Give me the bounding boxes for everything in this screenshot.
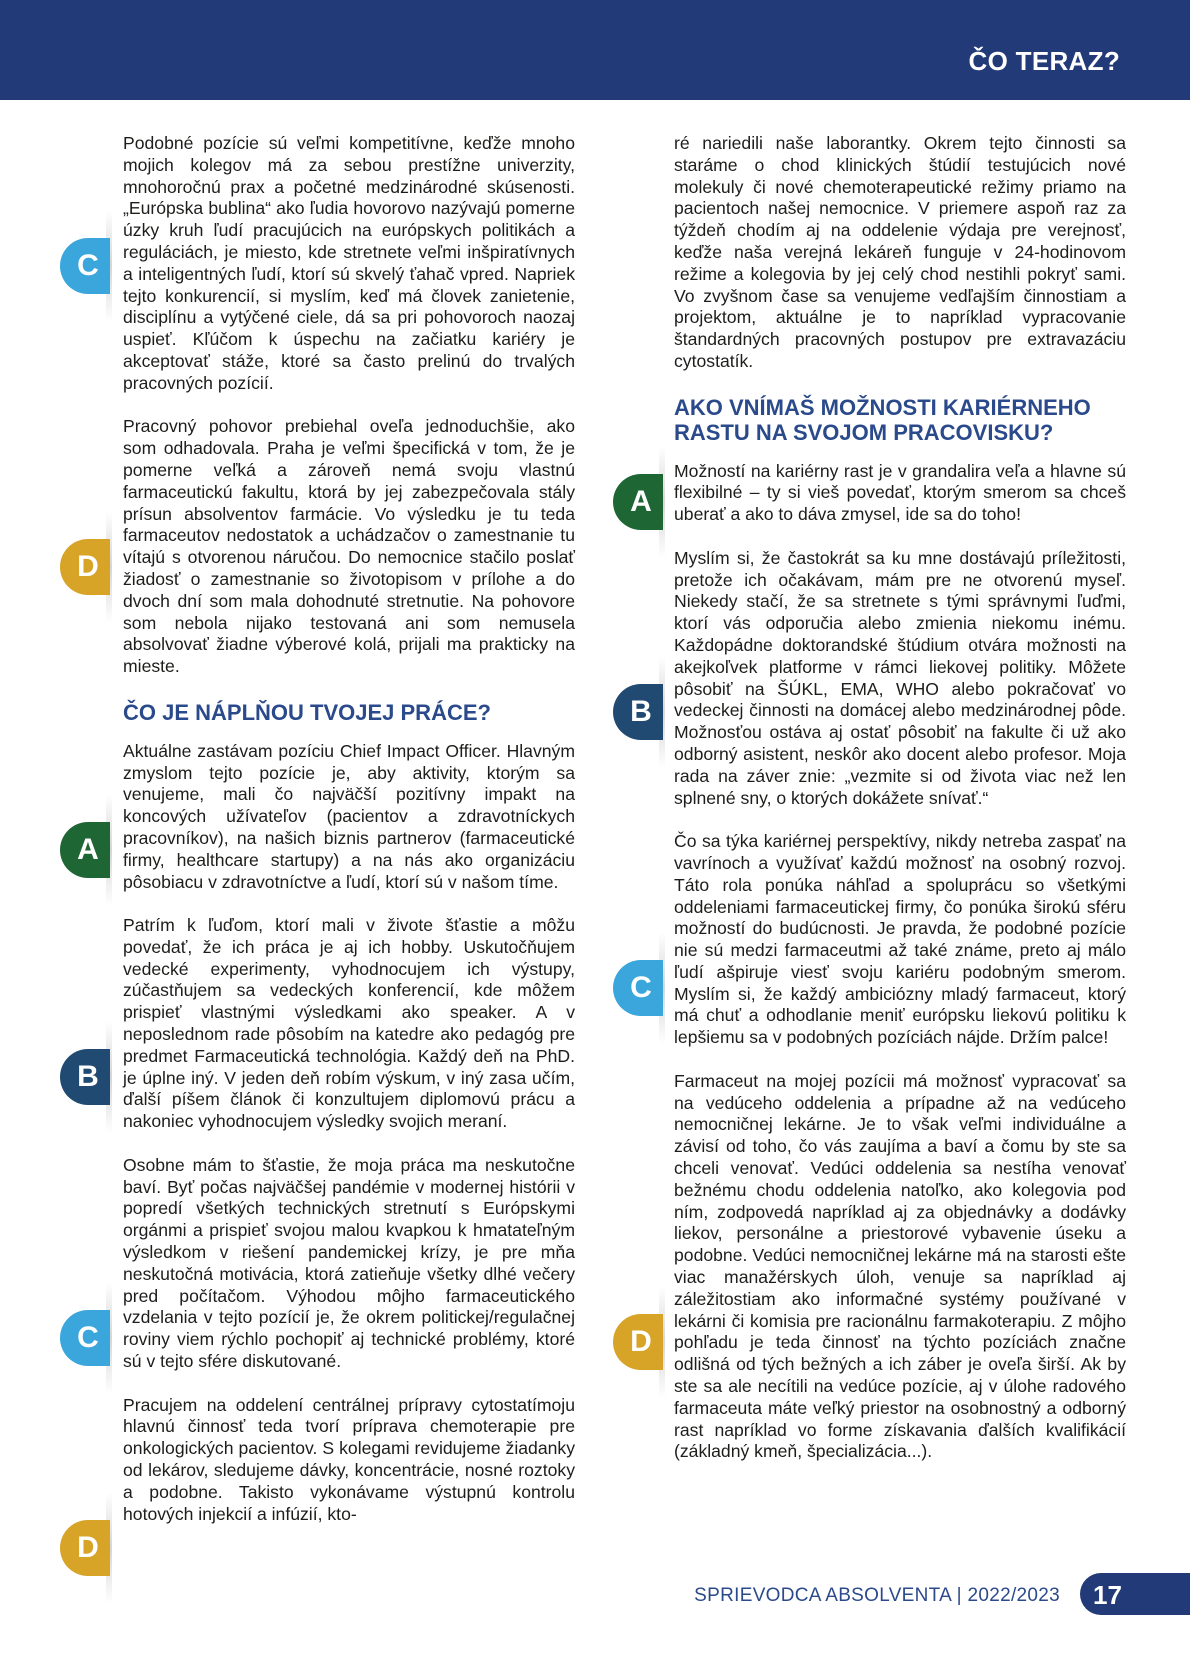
answer-paragraph-d: Farmaceut na mojej pozícii má možnosť vypracovať sa na vedúceho oddelenia a prípadne až na vedúceho nemocničnej lekárne. Je to však veľmi individuálne a závisí od toho, čo vás zaujíma a baví a čomu by ste sa chceli venovať. Vedúci oddelenia sa nestíha venovať bežnému chodu oddelenia natoľko, ako kolegovia pod ním, zodpovedá napríklad aj za objednávky a dodávky liekov, personálne a priestorové vybavenie úseku a podobne. Vedúci nemocničnej lekárne má na starosti ešte viac manažérskych úloh, venuje sa napríklad aj záležitostiam ako informačné systémy používané v lekárni či komisia pre racionálnu farmakoterapiu. Z môjho pohľadu je teda činnosť na týchto pozíciách značne odlišná od tých bežných a ich záber je oveľa širší. Ak by ste sa ale necítili na vedúce pozície, aj v úlohe radového farmaceuta máte veľký priestor na osobnostný a odborný rast napríklad vo forme získavania ďalších kvalifikácií (základný kmeň, špecializácia...). — [674, 1070, 1126, 1462]
respondent-badge-c — [613, 960, 663, 1016]
respondent-badge-b — [60, 1049, 110, 1105]
badge-letter: C — [60, 1310, 110, 1366]
respondent-badge-d — [60, 539, 110, 595]
badge-letter: A — [613, 474, 663, 530]
page-number: 17 — [1093, 1580, 1122, 1610]
answer-paragraph-d: Pracovný pohovor prebiehal oveľa jednoduchšie, ako som odhadovala. Praha je veľmi špecifická v tom, že je pomerne veľká a zároveň nemá svoju vlastnú farmaceutickú fakultu, ktorá by jej zabezpečovala stály prísun absolventov farmácie. Vo výsledku je tu teda farmaceutov nedostatok a uchádzačov o zamestnanie tu vítajú s otvorenou náručou. Do nemocnice stačilo poslať žiadosť o zamestnanie so životopisom v prílohe a do dvoch dní som mala dohodnuté stretnutie. Na pohovore som nebola nijako testovaná ani som nemusela absolvovať žiadne výberové kolá, prijali ma prakticky na mieste. — [123, 416, 575, 677]
badge-letter: C — [613, 960, 663, 1016]
answer-paragraph-b: Myslím si, že častokrát sa ku mne dostávajú príležitosti, pretože ich očakávam, mám pre ne otvorenú myseľ. Niekedy stačí, že sa stretnete s tými správnymi ľuďmi, ktorí vás odporučia alebo zmienia niekomu inému. Každopádne doktorandské štúdium otvára možnosti na akejkoľvek platforme v rámci liekovej politiky. Môžete pôsobiť na ŠÚKL, EMA, WHO alebo pokračovať vo vedeckej činnosti na domácej alebo medzinárodnej pôde. Možnosťou ostáva aj ostať pôsobiť na fakulte či už ako odborný asistent, neskôr ako docent alebo profesor. Moja rada na záver znie: „vezmite si od života viac než len splnené sny, o ktorých dokážete snívať.“ — [674, 547, 1126, 808]
respondent-badge-c — [60, 238, 110, 294]
respondent-badge-d — [60, 1520, 110, 1576]
badge-letter: C — [60, 238, 110, 294]
answer-paragraph-a: Možností na kariérny rast je v grandalira veľa a hlavne sú flexibilné – ty si vieš povedať, ktorým smerom sa chceš uberať a ako to dáva zmysel, ide sa do toho! — [674, 460, 1126, 525]
badge-letter: A — [60, 822, 110, 878]
section-title: ČO TERAZ? — [968, 46, 1120, 76]
answer-paragraph-d: Pracujem na oddelení centrálnej prípravy cytostatímoju hlavnú činnosť teda tvorí príprava chemoterapie pre onkologických pacientov. S kolegami revidujeme žiadanky od lekárov, sledujeme dávky, koncentrácie, nosné roztoky a podobne. Takisto vykonávame výstupnú kontrolu hotových injekcií a infúzií, kto- — [123, 1394, 575, 1524]
question-heading: ČO JE NÁPLŇOU TVOJEJ PRÁCE? — [123, 699, 491, 725]
answer-paragraph-c: Osobne mám to šťastie, že moja práca ma neskutočne baví. Byť počas najväčšej pandémie v modernej histórii v popredí všetkých technických stretnutí s Európskymi orgánmi a prispieť svojou malou kvapkou k hmatateľným výsledkom v riešení pandemickej krízy, je pre mňa neskutočná motivácia, ktorá zatieňuje všetky dlhé večery pred počítačom. Výhodou môjho farmaceutického vzdelania v tejto pozícií je, že okrem politickej/regulačnej roviny viem rýchlo pochopiť aj technické problémy, ktoré sú v tejto sfére diskutované. — [123, 1154, 575, 1372]
badge-letter: B — [60, 1049, 110, 1105]
badge-letter: D — [613, 1314, 663, 1370]
answer-paragraph-c: Podobné pozície sú veľmi kompetitívne, keďže mnoho mojich kolegov má za sebou prestížne univerzity, mnohoročnú prax a početné medzinárodné skúsenosti. „Európska bublina“ ako ľudia hovorovo nazývajú pomerne úzky kruh ľudí pracujúcich na európskych politikách a reguláciách, je miesto, kde stretnete veľmi inšpiratívnych a inteligentných ľudí, ktorí sú skvelý ťahač vpred. Napriek tejto konkurencií, si myslím, keď má človek zanietenie, disciplínu a vytýčené ciele, dá sa pri pohovoroch naozaj uspieť. Kľúčom k úspechu na začiatku kariéry je akceptovať stáže, ktoré sa často prelinú do trvalých pracovných pozícií. — [123, 133, 575, 393]
publication-footer: SPRIEVODCA ABSOLVENTA | 2022/2023 — [694, 1585, 1060, 1606]
badge-letter: D — [60, 1520, 110, 1576]
respondent-badge-a — [60, 822, 110, 878]
respondent-badge-d — [613, 1314, 663, 1370]
left-column — [123, 133, 575, 1547]
right-column — [674, 133, 1126, 1485]
answer-paragraph-b: Patrím k ľuďom, ktorí mali v živote šťastie a môžu povedať, že ich práca je aj ich hobby. Uskutočňujem vedecké experimenty, vyhodnocujem ich výstupy, zúčastňujem sa vedeckých konferencií, kde môžem prispieť vlastnými výsledkami ako speaker. A v neposlednom rade pôsobím na katedre ako pedagóg pre predmet Farmaceutická technológia. Každý deň na PhD. je úplne iný. V jeden deň robím výskum, v iný zasa učím, ďalší píšem článok či konzultujem diplomovú prácu a nakoniec vyhodnocujem výsledky svojich meraní. — [123, 915, 575, 1132]
badge-letter: B — [613, 684, 663, 740]
answer-paragraph-a: Aktuálne zastávam pozíciu Chief Impact Officer. Hlavným zmyslom tejto pozície je, aby aktivity, ktorým sa venujeme, mali čo najväčší pozitívny impakt na koncových užívateľov (pacientov a zdravotníckych pracovníkov), na našich biznis partnerov (farmaceutické firmy, healthcare startupy) a na nás ako organizáciu pôsobiacu v zdravotníctve a ľudí, ktorí sú v našom tíme. — [123, 740, 575, 892]
answer-paragraph-c: Čo sa týka kariérnej perspektívy, nikdy netreba zaspať na vavrínoch a využívať každú možnosť na osobný rozvoj. Táto rola ponúka náhľad a spoluprácu so všetkými oddeleniami farmaceutickej firmy, čo ponúka širokú sféru možností do budúcnosti. Je pravda, že podobné pozície nie sú medzi farmaceutmi až také známe, preto aj málo ľudí ašpiruje viesť svoju kariéru podobným smerom. Myslím si, že každý ambiciózny mladý farmaceut, ktorý má chuť a odhodlanie meniť európsku liekovú politiku k lepšiemu sa v podobných pozíciách nájde. Držím palce! — [674, 831, 1126, 1048]
respondent-badge-b — [613, 684, 663, 740]
question-heading: AKO VNÍMAŠ MOŽNOSTI KARIÉRNEHO RASTU NA SVOJOM PRACOVISKU? — [674, 394, 1091, 445]
answer-paragraph-d-continued: ré nariedili naše laborantky. Okrem tejto činnosti sa staráme o chod klinických štúdií testujúcich nové molekuly či nové chemoterapeutické režimy priamo na pacientoch našej nemocnice. V priemere aspoň raz za týždeň chodím aj na oddelenie výdaja pre verejnosť, keďže naša verejná lekáreň funguje v 24-hodinovom režime a kolegovia by jej celý chod nestihli pokryť sami. Vo zvyšnom čase sa venujeme vedľajším činnostiam a projektom, aktuálne je to napríklad vypracovanie štandardných pracovných postupov pre extravazáciu cytostatík. — [674, 133, 1126, 371]
respondent-badge-c — [60, 1310, 110, 1366]
badge-letter: D — [60, 539, 110, 595]
respondent-badge-a — [613, 474, 663, 530]
